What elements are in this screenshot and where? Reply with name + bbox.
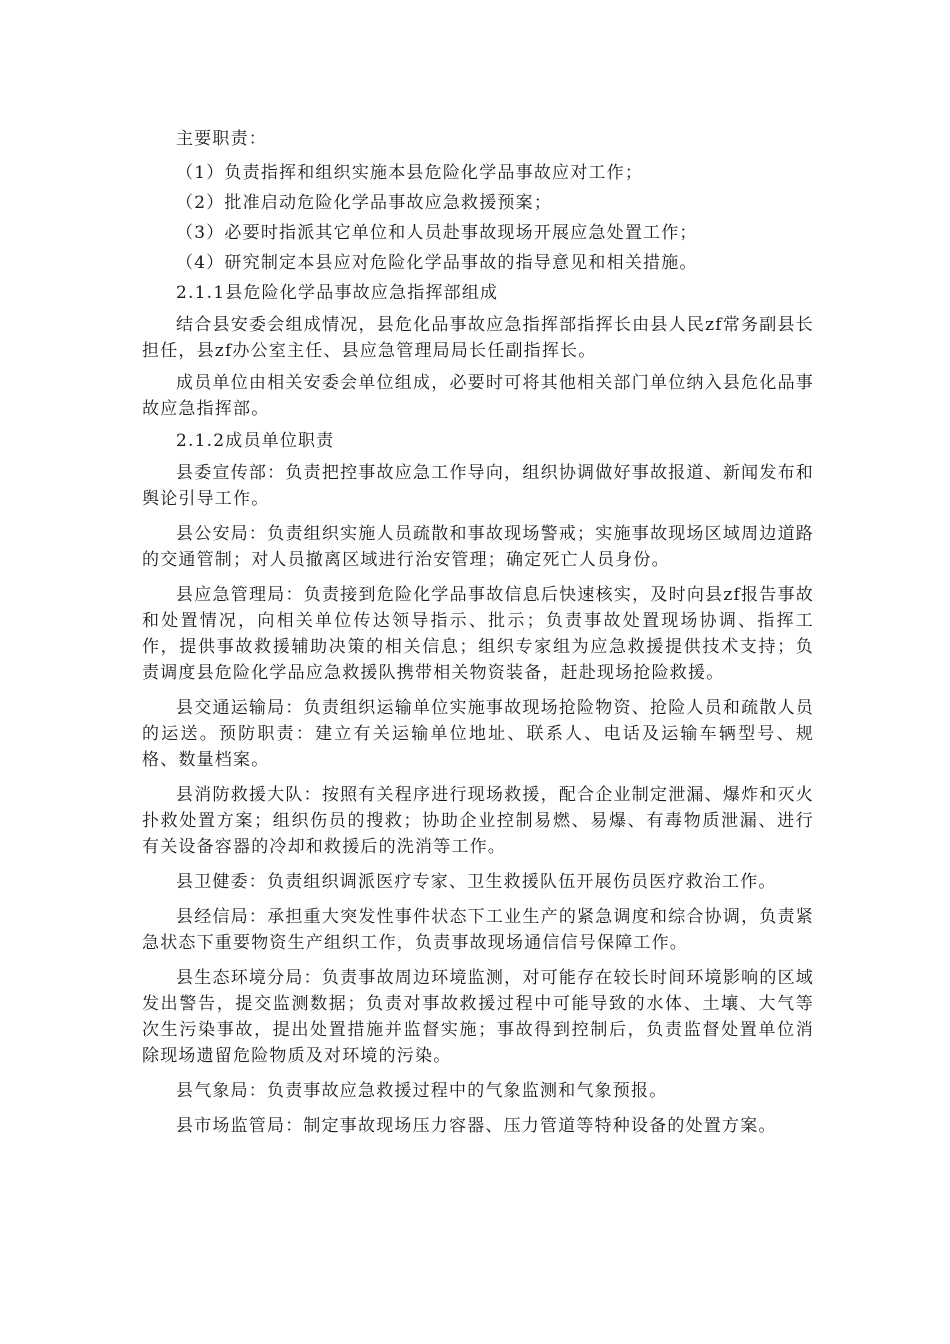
paragraph: 成员单位由相关安委会单位组成，必要时可将其他相关部门单位纳入县危化品事故应急指挥部。 <box>142 373 814 419</box>
paragraph: 县经信局：承担重大突发性事件状态下工业生产的紧急调度和综合协调，负责紧急状态下重要物资生产组织工作，负责事故现场通信信号保障工作。 <box>142 907 814 953</box>
duty-item: （4）研究制定本县应对危险化学品事故的指导意见和相关措施。 <box>176 253 698 273</box>
paragraph: 县交通运输局：负责组织运输单位实施事故现场抢险物资、抢险人员和疏散人员的运送。预防职责：建立有关运输单位地址、联系人、电话及运输车辆型号、规格、数量档案。 <box>142 698 814 770</box>
paragraph: 结合县安委会组成情况，县危化品事故应急指挥部指挥长由县人民zf常务副县长担任，县zf办公室主任、县应急管理局局长任副指挥长。 <box>142 315 814 361</box>
paragraph: 县气象局：负责事故应急救援过程中的气象监测和气象预报。 <box>176 1081 668 1101</box>
paragraph: 县公安局：负责组织实施人员疏散和事故现场警戒；实施事故现场区域周边道路的交通管制；对人员撤离区域进行治安管理；确定死亡人员身份。 <box>142 524 814 570</box>
duty-item: （2）批准启动危险化学品事故应急救援预案； <box>176 193 553 213</box>
paragraph: 县卫健委：负责组织调派医疗专家、卫生救援队伍开展伤员医疗救治工作。 <box>176 872 777 892</box>
paragraph: 县委宣传部：负责把控事故应急工作导向，组织协调做好事故报道、新闻发布和舆论引导工作。 <box>142 463 814 509</box>
duties-list <box>142 160 814 276</box>
paragraph: 县消防救援大队：按照有关程序进行现场救援，配合企业制定泄漏、爆炸和灭火扑救处置方案；组织伤员的搜救；协助企业控制易燃、易爆、有毒物质泄漏、进行有关设备容器的冷却和救援后的洗消等工作。 <box>142 785 814 857</box>
paragraph: 县市场监管局：制定事故现场压力容器、压力管道等特种设备的处置方案。 <box>176 1116 777 1136</box>
duty-item: （3）必要时指派其它单位和人员赴事故现场开展应急处置工作； <box>176 223 698 243</box>
intro-label: 主要职责： <box>176 129 267 149</box>
section-heading-2-1-2: 2.1.2成员单位职责 <box>176 431 335 451</box>
paragraph: 县应急管理局：负责接到危险化学品事故信息后快速核实，及时向县zf报告事故和处置情况，向相关单位传达领导指示、批示；负责事故处置现场协调、指挥工作，提供事故救援辅助决策的相关信息；组织专家组为应急救援提供技术支持；负责调度县危险化学品应急救援队携带相关物资装备，赶赴现场抢险救援。 <box>142 585 814 683</box>
section-heading-2-1-1: 2.1.1县危险化学品事故应急指挥部组成 <box>176 283 499 303</box>
duty-item: （1）负责指挥和组织实施本县危险化学品事故应对工作； <box>176 163 644 183</box>
document-body <box>142 126 814 1148</box>
paragraph: 县生态环境分局：负责事故周边环境监测，对可能存在较长时间环境影响的区域发出警告，提交监测数据；负责对事故救援过程中可能导致的水体、土壤、大气等次生污染事故，提出处置措施并监督实施；事故得到控制后，负责监督处置单位消除现场遗留危险物质及对环境的污染。 <box>142 968 814 1066</box>
